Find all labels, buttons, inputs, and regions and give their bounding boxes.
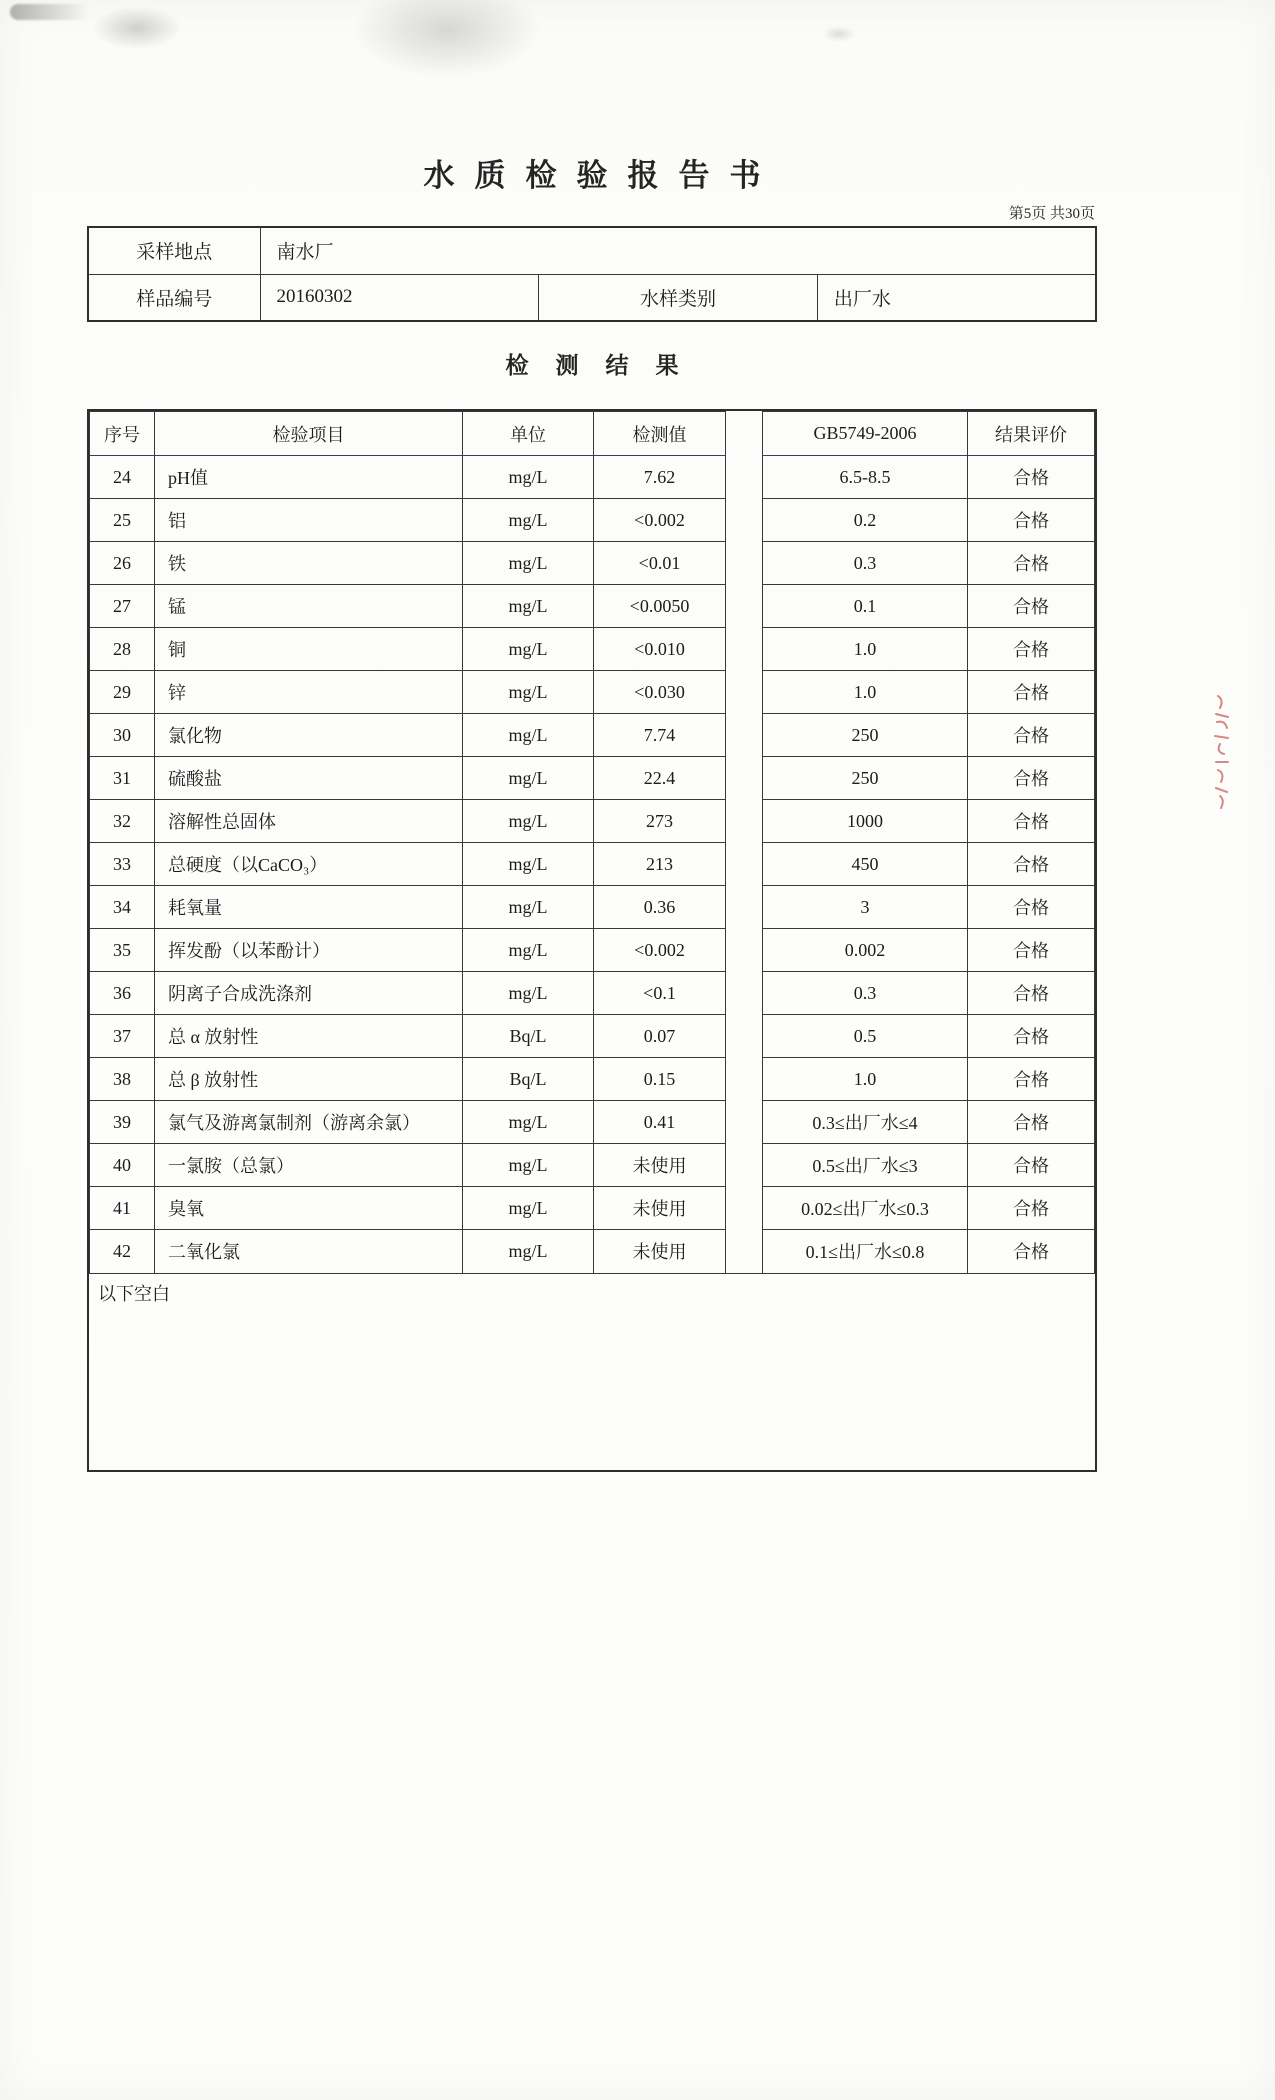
cell-row-number: 29 [90,671,155,714]
cell-test-item: 总硬度（以CaCO₃） [155,843,463,886]
table-row [763,929,1095,972]
cell-standard-limit: 250 [763,714,968,757]
table-row [763,499,1095,542]
cell-standard-limit: 450 [763,843,968,886]
cell-measured-value: 未使用 [594,1187,726,1230]
table-row [90,757,726,800]
cell-measured-value: <0.030 [594,671,726,714]
cell-test-item: 二氧化氯 [155,1230,463,1273]
sample-number-label: 样品编号 [88,274,260,321]
header-item: 检验项目 [155,412,463,456]
table-row [763,1187,1095,1230]
section-title-test-results: 检测结果 [505,353,706,378]
water-type-label: 水样类别 [539,274,818,321]
table-row [763,972,1095,1015]
cell-result-evaluation: 合格 [968,972,1095,1015]
cell-measured-value: <0.1 [594,972,726,1015]
cell-unit: mg/L [463,972,594,1015]
results-table-body [89,411,1095,1273]
cell-standard-limit: 0.3 [763,542,968,585]
cell-standard-limit: 1.0 [763,1058,968,1101]
cell-measured-value: 22.4 [594,757,726,800]
table-row [763,843,1095,886]
cell-standard-limit: 250 [763,757,968,800]
cell-result-evaluation: 合格 [968,456,1095,499]
cell-measured-value: 未使用 [594,1144,726,1187]
cell-row-number: 28 [90,628,155,671]
sample-location-value: 南水厂 [260,227,1096,274]
cell-standard-limit: 0.1≤出厂水≤0.8 [763,1230,968,1273]
table-row [90,1058,726,1101]
cell-standard-limit: 0.02≤出厂水≤0.3 [763,1187,968,1230]
blank-remainder-note: 以下空白 [89,1273,1095,1470]
sample-number-value: 20160302 [260,274,539,321]
cell-test-item: 硫酸盐 [155,757,463,800]
cell-standard-limit: 0.1 [763,585,968,628]
cell-test-item: 铁 [155,542,463,585]
cell-unit: mg/L [463,1230,594,1273]
table-row [90,542,726,585]
cell-unit: mg/L [463,929,594,972]
results-left-rows [90,456,726,1273]
cell-measured-value: 0.41 [594,1101,726,1144]
cell-test-item: 一氯胺（总氯） [155,1144,463,1187]
cell-result-evaluation: 合格 [968,843,1095,886]
cell-row-number: 41 [90,1187,155,1230]
table-row [763,1230,1095,1273]
document-title: 水质检验报告书 [423,158,781,193]
table-row [90,1187,726,1230]
cell-test-item: 铜 [155,628,463,671]
cell-measured-value: <0.010 [594,628,726,671]
cell-unit: mg/L [463,843,594,886]
cell-standard-limit: 0.3≤出厂水≤4 [763,1101,968,1144]
table-row [90,1101,726,1144]
document-content [87,0,1097,1472]
cell-unit: mg/L [463,1144,594,1187]
cell-unit: mg/L [463,1187,594,1230]
cell-measured-value: <0.01 [594,542,726,585]
table-row [763,1058,1095,1101]
cell-measured-value: 未使用 [594,1230,726,1273]
cell-result-evaluation: 合格 [968,1144,1095,1187]
header-value: 检测值 [594,412,726,456]
cell-row-number: 26 [90,542,155,585]
sample-location-row [88,227,1096,274]
cell-result-evaluation: 合格 [968,1230,1095,1273]
cell-result-evaluation: 合格 [968,1058,1095,1101]
cell-standard-limit: 6.5-8.5 [763,456,968,499]
cell-row-number: 33 [90,843,155,886]
cell-test-item: 溶解性总固体 [155,800,463,843]
sample-info-table [87,226,1097,322]
cell-row-number: 24 [90,456,155,499]
cell-row-number: 31 [90,757,155,800]
cell-standard-limit: 1.0 [763,671,968,714]
cell-test-item: 铝 [155,499,463,542]
cell-unit: mg/L [463,800,594,843]
header-no: 序号 [90,412,155,456]
table-row [90,1144,726,1187]
cell-test-item: 锰 [155,585,463,628]
cell-standard-limit: 0.5≤出厂水≤3 [763,1144,968,1187]
cell-standard-limit: 0.002 [763,929,968,972]
cell-standard-limit: 1.0 [763,628,968,671]
cell-unit: mg/L [463,886,594,929]
table-row [90,843,726,886]
cell-row-number: 40 [90,1144,155,1187]
table-row [763,585,1095,628]
table-row [90,929,726,972]
cell-result-evaluation: 合格 [968,671,1095,714]
cell-standard-limit: 0.5 [763,1015,968,1058]
cell-result-evaluation: 合格 [968,1101,1095,1144]
cell-measured-value: 7.62 [594,456,726,499]
cell-test-item: pH值 [155,456,463,499]
results-header-row [763,412,1095,456]
cell-measured-value: <0.002 [594,499,726,542]
cell-measured-value: 7.74 [594,714,726,757]
page-number-indicator: 第5页 共30页 [1008,206,1095,222]
cell-result-evaluation: 合格 [968,886,1095,929]
cell-row-number: 32 [90,800,155,843]
cell-test-item: 耗氧量 [155,886,463,929]
cell-test-item: 氯化物 [155,714,463,757]
cell-result-evaluation: 合格 [968,628,1095,671]
table-row [763,1144,1095,1187]
table-row [90,456,726,499]
cell-standard-limit: 0.2 [763,499,968,542]
table-row [763,542,1095,585]
table-row [90,671,726,714]
header-standard: GB5749-2006 [763,412,968,456]
cell-test-item: 挥发酚（以苯酚计） [155,929,463,972]
sample-number-row [88,274,1096,321]
table-row [90,585,726,628]
cell-unit: mg/L [463,671,594,714]
table-row [90,499,726,542]
cell-row-number: 34 [90,886,155,929]
cell-result-evaluation: 合格 [968,757,1095,800]
sample-location-label: 采样地点 [88,227,260,274]
cell-measured-value: 273 [594,800,726,843]
cell-measured-value: 213 [594,843,726,886]
cell-result-evaluation: 合格 [968,499,1095,542]
table-row [90,800,726,843]
table-row [763,800,1095,843]
cell-result-evaluation: 合格 [968,929,1095,972]
table-row [763,714,1095,757]
cell-standard-limit: 1000 [763,800,968,843]
cell-unit: mg/L [463,456,594,499]
cell-measured-value: 0.07 [594,1015,726,1058]
table-row [90,628,726,671]
cell-result-evaluation: 合格 [968,800,1095,843]
cell-test-item: 总 α 放射性 [155,1015,463,1058]
cell-standard-limit: 0.3 [763,972,968,1015]
cell-unit: mg/L [463,757,594,800]
table-row [90,1230,726,1273]
results-header-row [90,412,726,456]
cell-test-item: 锌 [155,671,463,714]
results-table [87,409,1097,1472]
cell-unit: mg/L [463,542,594,585]
cell-row-number: 42 [90,1230,155,1273]
cell-unit: mg/L [463,499,594,542]
cell-row-number: 35 [90,929,155,972]
water-type-value: 出厂水 [817,274,1096,321]
header-unit: 单位 [463,412,594,456]
results-right-subtable [762,411,1095,1273]
table-row [763,1015,1095,1058]
cell-measured-value: <0.0050 [594,585,726,628]
cell-result-evaluation: 合格 [968,1187,1095,1230]
table-gutter [726,411,762,1273]
cell-result-evaluation: 合格 [968,542,1095,585]
table-row [90,1015,726,1058]
table-row [763,456,1095,499]
cell-measured-value: 0.36 [594,886,726,929]
cell-row-number: 30 [90,714,155,757]
cell-unit: mg/L [463,714,594,757]
table-row [90,714,726,757]
results-left-subtable [89,411,726,1273]
cell-row-number: 38 [90,1058,155,1101]
cell-test-item: 阴离子合成洗涤剂 [155,972,463,1015]
cell-unit: mg/L [463,628,594,671]
cell-test-item: 氯气及游离氯制剂（游离余氯） [155,1101,463,1144]
cell-unit: mg/L [463,585,594,628]
cell-measured-value: <0.002 [594,929,726,972]
margin-annotation-red [1208,692,1238,817]
cell-row-number: 39 [90,1101,155,1144]
cell-row-number: 37 [90,1015,155,1058]
cell-row-number: 36 [90,972,155,1015]
cell-result-evaluation: 合格 [968,1015,1095,1058]
cell-measured-value: 0.15 [594,1058,726,1101]
table-row [90,972,726,1015]
table-row [763,628,1095,671]
cell-result-evaluation: 合格 [968,714,1095,757]
table-row [763,671,1095,714]
cell-unit: mg/L [463,1101,594,1144]
results-right-rows [763,456,1095,1273]
table-row [763,1101,1095,1144]
cell-test-item: 总 β 放射性 [155,1058,463,1101]
cell-standard-limit: 3 [763,886,968,929]
cell-result-evaluation: 合格 [968,585,1095,628]
table-row [90,886,726,929]
cell-unit: Bq/L [463,1058,594,1101]
cell-unit: Bq/L [463,1015,594,1058]
header-evaluation: 结果评价 [968,412,1095,456]
cell-test-item: 臭氧 [155,1187,463,1230]
cell-row-number: 25 [90,499,155,542]
cell-row-number: 27 [90,585,155,628]
table-row [763,886,1095,929]
scan-smudge [10,4,98,20]
table-row [763,757,1095,800]
